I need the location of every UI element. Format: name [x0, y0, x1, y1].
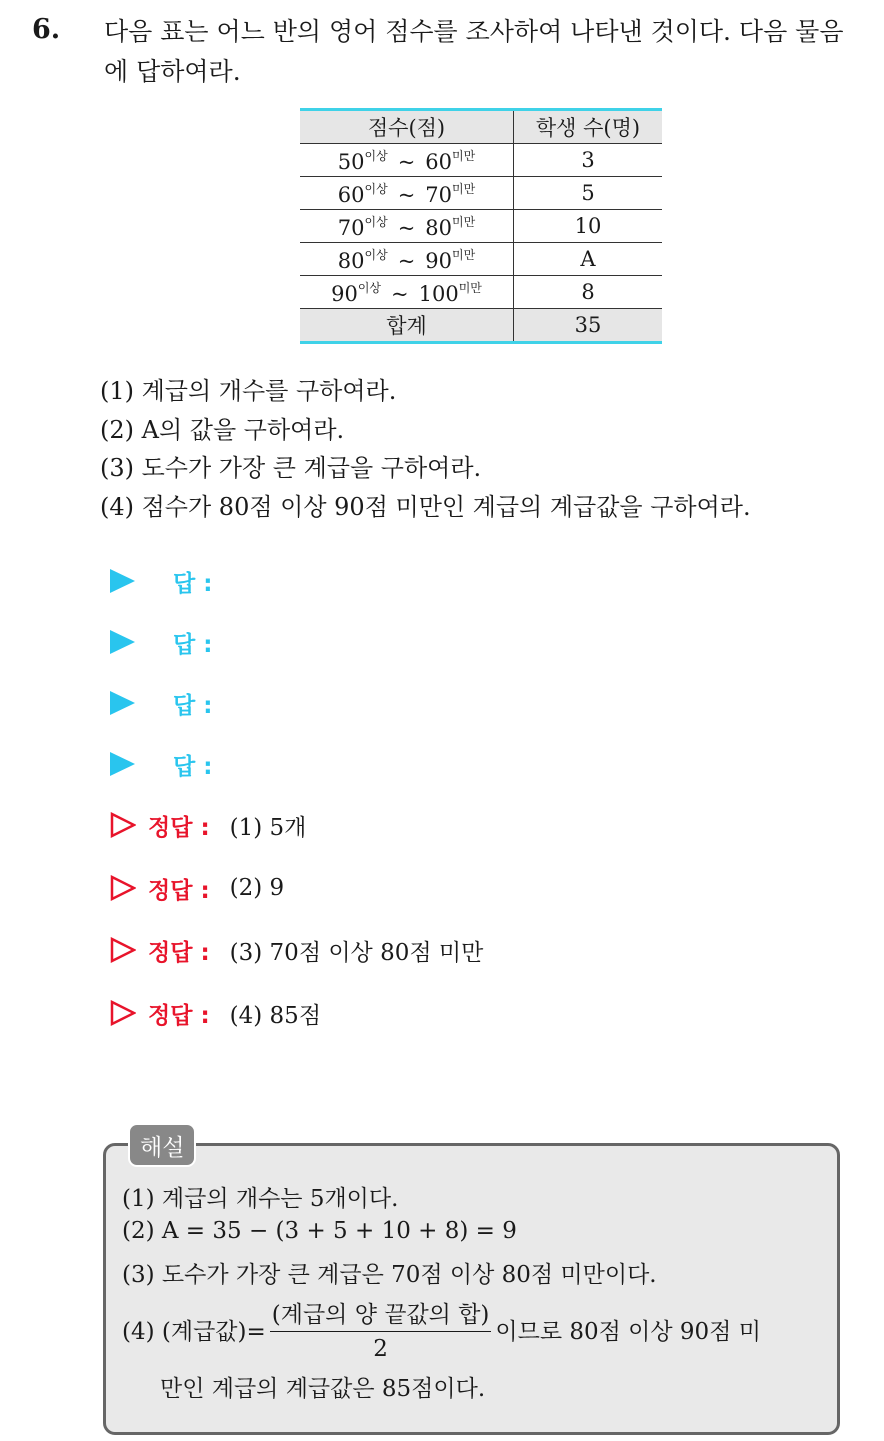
play-arrow-icon [110, 752, 135, 776]
table-row [300, 177, 662, 210]
subquestion-list [100, 372, 751, 526]
solution-label: 정답 : [148, 814, 210, 841]
score-range: $50^{이상}$ ~ $60^{미만}$ [300, 144, 514, 177]
question-number: 6. [32, 14, 61, 45]
solution-line-2 [110, 868, 284, 908]
score-range: $80^{이상}$ ~ $90^{미만}$ [300, 243, 514, 276]
table-row [300, 210, 662, 243]
explanation-tab: 해설 [128, 1123, 196, 1167]
explanation-line-3: (3) 도수가 가장 큰 계급은 70점 이상 80점 미만이다. [122, 1262, 657, 1288]
class-value-label: (4) (계급값)= [122, 1318, 266, 1345]
subquestion-4: (4) 점수가 80점 이상 90점 미만인 계급의 계급값을 구하여라. [100, 492, 751, 521]
play-arrow-icon [110, 630, 135, 654]
solution-label: 정답 : [148, 939, 210, 966]
student-count: 3 [514, 144, 663, 177]
answer-line-3 [110, 683, 212, 723]
answer-label: 답 : [173, 753, 213, 780]
outline-triangle-icon [110, 812, 136, 838]
answer-label: 답 : [173, 631, 213, 658]
solution-text: (2) 9 [229, 875, 285, 901]
student-count: 10 [514, 210, 663, 243]
score-range: $90^{이상}$ ~ $100^{미만}$ [300, 276, 514, 309]
explanation-line-2: (2) A = 35 − (3 + 5 + 10 + 8) = 9 [122, 1218, 517, 1244]
solution-line-4 [110, 993, 321, 1033]
header-students: 학생 수(명) [514, 110, 663, 144]
subquestion-2: (2) A의 값을 구하여라. [100, 415, 345, 444]
explanation-line-5: 만인 계급의 계급값은 85점이다. [160, 1376, 486, 1402]
fraction-numerator: (계급의 양 끝값의 합) [270, 1296, 492, 1332]
frequency-table [300, 108, 662, 344]
student-count: 5 [514, 177, 663, 210]
table-total-row [300, 309, 662, 343]
solution-text: (1) 5개 [229, 814, 307, 841]
fraction [270, 1296, 492, 1362]
table-row [300, 144, 662, 177]
solution-line-1 [110, 805, 306, 845]
answer-line-1 [110, 561, 212, 601]
total-label: 합계 [300, 309, 514, 343]
explanation-line-4-suffix: 이므로 80점 이상 90점 미 [495, 1318, 761, 1345]
question-text: 다음 표는 어느 반의 영어 점수를 조사하여 나타낸 것이다. 다음 물음에 답하여라. [104, 17, 844, 86]
table-header-row [300, 110, 662, 144]
solution-text: (4) 85점 [229, 1002, 322, 1029]
total-value: 35 [514, 309, 663, 343]
solution-label: 정답 : [148, 1002, 210, 1029]
fraction-denominator: 2 [373, 1336, 388, 1362]
outline-triangle-icon [110, 1000, 136, 1026]
answer-line-2 [110, 622, 212, 662]
play-arrow-icon [110, 691, 135, 715]
play-arrow-icon [110, 569, 135, 593]
student-count: 8 [514, 276, 663, 309]
outline-triangle-icon [110, 937, 136, 963]
explanation-line-4 [122, 1296, 761, 1362]
solution-text: (3) 70점 이상 80점 미만 [229, 939, 484, 966]
explanation-line-1: (1) 계급의 개수는 5개이다. [122, 1186, 399, 1212]
solution-line-3 [110, 930, 483, 970]
answer-line-4 [110, 744, 212, 784]
subquestion-1: (1) 계급의 개수를 구하여라. [100, 377, 397, 405]
subquestion-3: (3) 도수가 가장 큰 계급을 구하여라. [100, 454, 482, 482]
answer-label: 답 : [173, 570, 213, 597]
solution-label: 정답 : [148, 877, 210, 904]
table-row [300, 276, 662, 309]
outline-triangle-icon [110, 875, 136, 901]
score-range: $70^{이상}$ ~ $80^{미만}$ [300, 210, 514, 243]
table-row [300, 243, 662, 276]
answer-label: 답 : [173, 692, 213, 719]
student-count: A [514, 243, 663, 276]
header-score: 점수(점) [300, 110, 514, 144]
score-range: $60^{이상}$ ~ $70^{미만}$ [300, 177, 514, 210]
